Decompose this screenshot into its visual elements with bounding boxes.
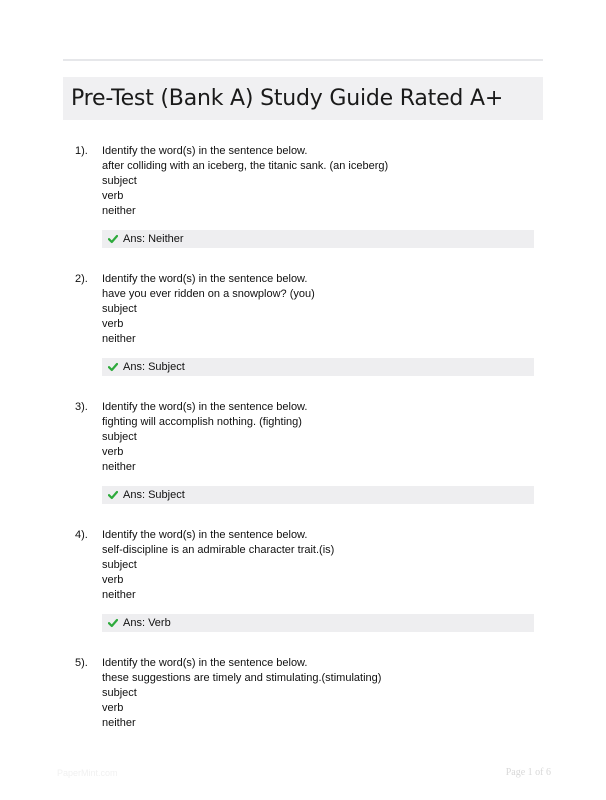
option-neither: neither — [102, 589, 136, 601]
checkmark-icon — [108, 618, 118, 628]
checkmark-icon — [108, 234, 118, 244]
question-body — [102, 144, 388, 219]
question-sentence: self-discipline is an admirable character trait.(is) — [102, 544, 335, 556]
question-number: 5). — [75, 657, 88, 669]
question-prompt: Identify the word(s) in the sentence below. — [102, 529, 308, 541]
question-number: 2). — [75, 273, 88, 285]
footer-watermark: PaperMint.com — [57, 768, 118, 778]
answer-text: Ans: Subject — [123, 489, 185, 501]
checkmark-icon — [108, 362, 118, 372]
answer-text: Ans: Verb — [123, 617, 171, 629]
option-subject: subject — [102, 303, 137, 315]
option-neither: neither — [102, 461, 136, 473]
question-4 — [75, 528, 545, 656]
question-prompt: Identify the word(s) in the sentence below. — [102, 273, 308, 285]
page-indicator: Page 1 of 6 — [505, 767, 551, 778]
page-title: Pre-Test (Bank A) Study Guide Rated A+ — [71, 86, 504, 111]
question-number: 3). — [75, 401, 88, 413]
question-3 — [75, 400, 545, 528]
question-5 — [75, 656, 545, 784]
question-2 — [75, 272, 545, 400]
option-verb: verb — [102, 702, 124, 714]
question-sentence: these suggestions are timely and stimulating.(stimulating) — [102, 672, 382, 684]
option-neither: neither — [102, 333, 136, 345]
title-banner — [63, 77, 543, 120]
answer-bar — [102, 230, 534, 248]
option-subject: subject — [102, 431, 137, 443]
question-body — [102, 272, 315, 347]
question-sentence: after colliding with an iceberg, the titanic sank. (an iceberg) — [102, 160, 389, 172]
option-subject: subject — [102, 687, 137, 699]
question-number: 1). — [75, 145, 88, 157]
question-body — [102, 400, 307, 475]
question-prompt: Identify the word(s) in the sentence below. — [102, 401, 308, 413]
checkmark-icon — [108, 490, 118, 500]
option-verb: verb — [102, 574, 124, 586]
question-number: 4). — [75, 529, 88, 541]
option-verb: verb — [102, 446, 124, 458]
question-body — [102, 528, 334, 603]
answer-text: Ans: Subject — [123, 361, 185, 373]
question-prompt: Identify the word(s) in the sentence below. — [102, 145, 308, 157]
question-1 — [75, 144, 545, 272]
question-sentence: fighting will accomplish nothing. (fighting) — [102, 416, 302, 428]
option-verb: verb — [102, 318, 124, 330]
top-divider — [63, 59, 543, 61]
answer-bar — [102, 486, 534, 504]
option-subject: subject — [102, 559, 137, 571]
question-list — [75, 144, 545, 784]
option-subject: subject — [102, 175, 137, 187]
question-body — [102, 656, 381, 731]
option-neither: neither — [102, 717, 136, 729]
option-neither: neither — [102, 205, 136, 217]
option-verb: verb — [102, 190, 124, 202]
answer-bar — [102, 358, 534, 376]
answer-bar — [102, 614, 534, 632]
answer-text: Ans: Neither — [123, 233, 184, 245]
question-sentence: have you ever ridden on a snowplow? (you) — [102, 288, 315, 300]
question-prompt: Identify the word(s) in the sentence below. — [102, 657, 308, 669]
